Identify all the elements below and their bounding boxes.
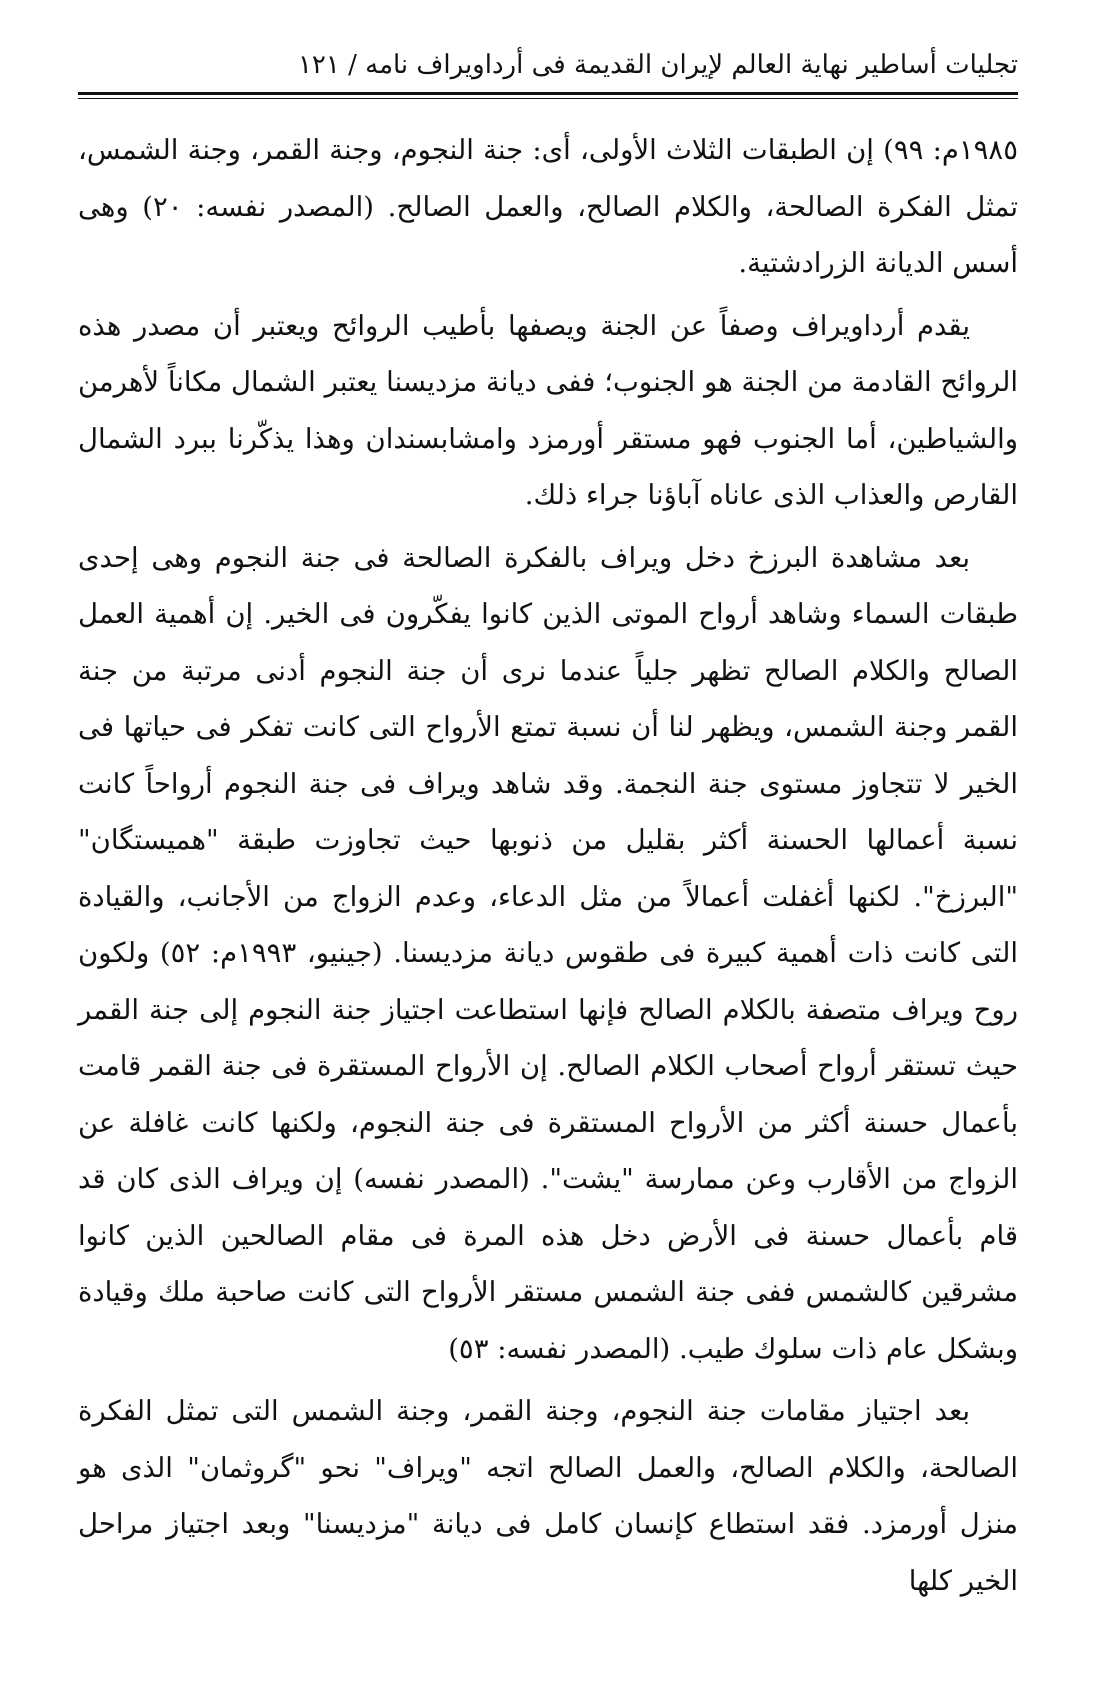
header-rule [78, 92, 1018, 95]
header-rule-thin [78, 98, 1018, 99]
paragraph-4: بعد اجتياز مقامات جنة النجوم، وجنة القمر، وجنة الشمس التى تمثل الفكرة الصالحة، والكلام الصالح، والعمل الصالح اتجه "ويراف" نحو "گروثمان" الذى هو منزل أورمزد. فقد استطاع كإنسان كامل فى ديانة "مزديسنا" وبعد اجتياز مراحل الخير كلها [78, 1395, 1018, 1597]
body-text [78, 122, 1018, 1615]
paragraph-3: بعد مشاهدة البرزخ دخل ويراف بالفكرة الصالحة فى جنة النجوم وهى إحدى طبقات السماء وشاهد أرواح الموتى الذين كانوا يفكّرون فى الخير. إن أهمية العمل الصالح والكلام الصالح تظهر جلياً عندما نرى أن جنة النجوم أدنى مرتبة من جنة القمر وجنة الشمس، ويظهر لنا أن نسبة تمتع الأرواح التى كانت تفكر فى حياتها فى الخير لا تتجاوز مستوى جنة النجمة. وقد شاهد ويراف فى جنة النجوم أرواحاً كانت نسبة أعمالها الحسنة أكثر بقليل من ذنوبها حيث تجاوزت طبقة "هميستگان" "البرزخ". لكنها أغفلت أعمالاً من مثل الدعاء، وعدم الزواج من الأجانب، والقيادة التى كانت ذات أهمية كبيرة فى طقوس ديانة مزديسنا. (جينيو، ١٩٩٣م: ٥٢) ولكون روح ويراف متصفة بالكلام الصالح فإنها استطاعت اجتياز جنة النجوم إلى جنة القمر حيث تستقر أرواح أصحاب الكلام الصالح. إن الأرواح المستقرة فى جنة القمر قامت بأعمال حسنة أكثر من الأرواح المستقرة فى جنة النجوم، ولكنها كانت غافلة عن الزواج من الأقارب وعن ممارسة "يشت". (المصدر نفسه) إن ويراف الذى كان قد قام بأعمال حسنة فى الأرض دخل هذه المرة فى مقام الصالحين الذين كانوا مشرقين كالشمس ففى جنة الشمس مستقر الأرواح التى كانت صاحبة ملك وقيادة وبشكل عام ذات سلوك طيب. (المصدر نفسه: ٥٣) [78, 541, 1019, 1365]
paragraph-2: يقدم أرداويراف وصفاً عن الجنة ويصفها بأطيب الروائح ويعتبر أن مصدر هذه الروائح القادمة من الجنة هو الجنوب؛ ففى ديانة مزديسنا يعتبر الشمال مكاناً لأهرمن والشياطين، أما الجنوب فهو مستقر أورمزد وامشابسندان وهذا يذكّرنا ببرد الشمال القارص والعذاب الذى عاناه آباؤنا جراء ذلك. [78, 309, 1018, 511]
paragraph-1: ١٩٨٥م: ٩٩) إن الطبقات الثلاث الأولى، أى: جنة النجوم، وجنة القمر، وجنة الشمس، تمثل الفكرة الصالحة، والكلام الصالح، والعمل الصالح. (المصدر نفسه: ٢٠) وهى أسس الديانة الزرادشتية. [78, 134, 1018, 279]
running-header: تجليات أساطير نهاية العالم لإيران القديمة فى أرداويراف نامه / ١٢١ [297, 50, 1018, 80]
